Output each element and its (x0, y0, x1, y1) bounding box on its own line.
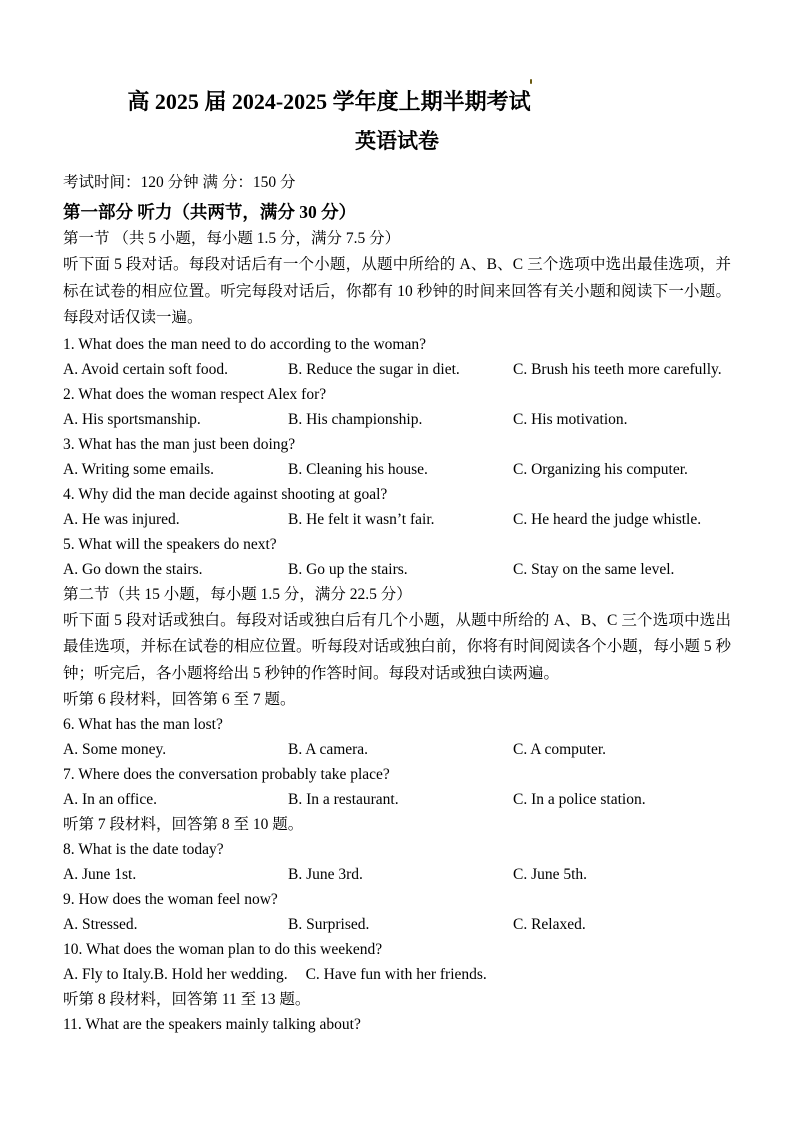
option: A. Fly to Italy. (63, 966, 154, 983)
question-text: 8. What is the date today? (63, 841, 224, 858)
question-text: 3. What has the man just been doing? (63, 435, 296, 453)
question-options (63, 407, 731, 432)
option: C. Relaxed. (513, 916, 586, 933)
material-note: 听第 8 段材料，回答第 11 至 13 题。 (63, 991, 311, 1008)
section1-instructions: 听下面 5 段对话。每段对话后有一个小题，从题中所给的 A、B、C 三个选项中选出最佳选项，并标在试卷的相应位置。听完每段对话后，你都有 10 秒钟的时间来回答有关小题和阅读下一小题。每段对话仅读一遍。 (63, 256, 731, 326)
option: C. Organizing his computer. (513, 460, 688, 478)
part1-heading: 第一部分 听力（共两节，满分 30 分） (63, 202, 357, 222)
section2-blocks (63, 687, 731, 1037)
question-text: 2. What does the woman respect Alex for? (63, 385, 327, 403)
option: C. Stay on the same level. (513, 560, 675, 578)
question (63, 532, 731, 582)
question (63, 1012, 731, 1037)
option: A. In an office. (63, 791, 157, 808)
option: B. June 3rd. (288, 866, 363, 883)
option: A. Stressed. (63, 916, 138, 933)
option: C. His motivation. (513, 410, 628, 428)
paper-subtitle: 英语试卷 (355, 129, 439, 153)
option: B. He felt it wasn’t fair. (288, 510, 435, 528)
question-options (63, 457, 731, 482)
option: B. His championship. (288, 410, 423, 428)
option: A. Writing some emails. (63, 460, 215, 478)
question (63, 712, 731, 762)
question-options (63, 787, 731, 812)
question (63, 432, 731, 482)
page-content (63, 86, 731, 1037)
option: C. June 5th. (513, 866, 588, 883)
option: A. Go down the stairs. (63, 560, 203, 578)
option: C. In a police station. (513, 791, 646, 808)
question (63, 937, 731, 987)
question-text: 1. What does the man need to do according to the woman? (63, 335, 426, 353)
question (63, 332, 731, 382)
question-options (63, 912, 731, 937)
option: C. Brush his teeth more carefully. (513, 360, 722, 378)
question-text: 10. What does the woman plan to do this weekend? (63, 941, 383, 958)
question (63, 887, 731, 937)
question-text: 9. How does the woman feel now? (63, 891, 278, 908)
question (63, 762, 731, 812)
option: B. A camera. (288, 741, 369, 758)
question-options (63, 557, 731, 582)
question-options (63, 962, 731, 987)
option: B. Surprised. (288, 916, 370, 933)
option: B. Hold her wedding. (153, 966, 288, 983)
question-text: 5. What will the speakers do next? (63, 535, 277, 553)
option: A. Some money. (63, 741, 167, 758)
option: A. His sportsmanship. (63, 410, 201, 428)
option: C. Have fun with her friends. (305, 966, 487, 983)
option: A. June 1st. (63, 866, 137, 883)
section2-instructions: 听下面 5 段对话或独白。每段对话或独白后有几个小题，从题中所给的 A、B、C 三个选项中选出最佳选项，并标在试卷的相应位置。听每段对话或独白前，你将有时间阅读各个小题，每小题 5 秒钟；听完后，各小题将给出 5 秒钟的作答时间。每段对话或独白读两遍。 (63, 611, 731, 682)
question-text: 11. What are the speakers mainly talking about? (63, 1016, 361, 1033)
option: A. Avoid certain soft food. (63, 360, 229, 378)
stray-mark (530, 79, 532, 84)
exam-title: 高 2025 届 2024-2025 学年度上期半期考试 (127, 89, 531, 114)
option: C. He heard the judge whistle. (513, 510, 702, 528)
question-options (63, 507, 731, 532)
option: A. He was injured. (63, 510, 180, 528)
question-text: 7. Where does the conversation probably take place? (63, 766, 390, 783)
section1-questions (63, 332, 731, 582)
option: B. Go up the stairs. (288, 560, 408, 578)
section2-heading: 第二节（共 15 小题，每小题 1.5 分，满分 22.5 分） (63, 585, 412, 603)
material-note: 听第 6 段材料，回答第 6 至 7 题。 (63, 691, 296, 708)
option: B. In a restaurant. (288, 791, 399, 808)
option: C. A computer. (513, 741, 606, 758)
question-text: 4. Why did the man decide against shooting at goal? (63, 485, 388, 503)
option: B. Reduce the sugar in diet. (288, 360, 460, 378)
section1-heading: 第一节 （共 5 小题，每小题 1.5 分，满分 7.5 分） (63, 230, 401, 247)
question-options (63, 862, 731, 887)
question-options (63, 357, 731, 382)
option: B. Cleaning his house. (288, 460, 428, 478)
question (63, 837, 731, 887)
question-options (63, 737, 731, 762)
question (63, 382, 731, 432)
question (63, 482, 731, 532)
exam-info-line: 考试时间：120 分钟 满 分：150 分 (63, 174, 296, 191)
question-text: 6. What has the man lost? (63, 716, 223, 733)
material-note: 听第 7 段材料，回答第 8 至 10 题。 (63, 816, 304, 833)
